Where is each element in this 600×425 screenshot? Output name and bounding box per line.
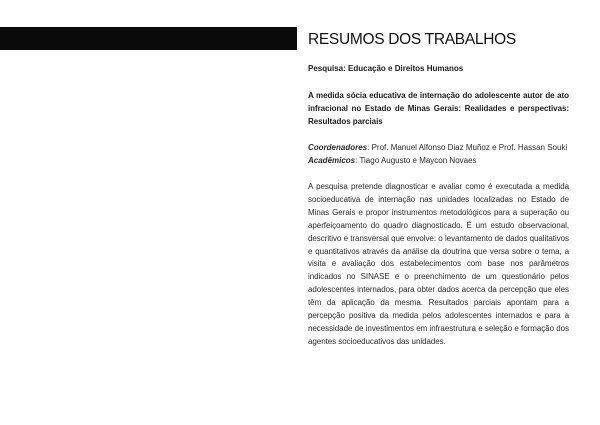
research-line: Pesquisa: Educação e Direitos Humanos: [308, 64, 464, 73]
academics-line: [308, 154, 569, 167]
abstract-paragraph: A pesquisa pretende diagnosticar e avaliar como é executada a medida socioeducativa de internação nas unidades localizadas no Estado de Minas Gerais e propor instrumentos metodológicos para a superação ou aperfeiçoamento do quadro diagnosticado. É um estudo observacional, descritivo e transversal que envolve: o levantamento de dados qualitativos e quantitativos através da análise da doutrina que versa sobre o tema, a visita e avaliação dos estabelecimentos com base nos parâmetros indicados no SINASE e o preenchimento de um questionário pelos adolescentes internados, para obter dados acerca da percepção que eles têm da aplicação da mesma. Resultados parciais apontam para a percepção positiva da medida pelos adolescentes internados e para a necessidade de investimentos em infraestrutura e seleção e formação dos agentes socioeducativos das unidades.: [308, 182, 569, 346]
academics-label: Acadêmicos: [308, 156, 356, 165]
academics-value: : Tiago Augusto e Maycon Novaes: [355, 156, 477, 165]
page-content: [308, 30, 569, 357]
people-block: [308, 141, 569, 167]
section-title: RESUMOS DOS TRABALHOS: [308, 31, 516, 48]
coordinators-label: Coordenadores: [308, 143, 368, 152]
header-bar: [0, 27, 297, 50]
project-title: A medida sócia educativa de internação do adolescente autor de ato infracional no Estado de Minas Gerais: Realidades e perspectivas: Resultados parciais: [308, 91, 569, 126]
coordinators-value: : Prof. Manuel Alfonso Diaz Muñoz e Prof. Hassan Souki: [367, 143, 568, 152]
coordinators-line: [308, 141, 569, 154]
